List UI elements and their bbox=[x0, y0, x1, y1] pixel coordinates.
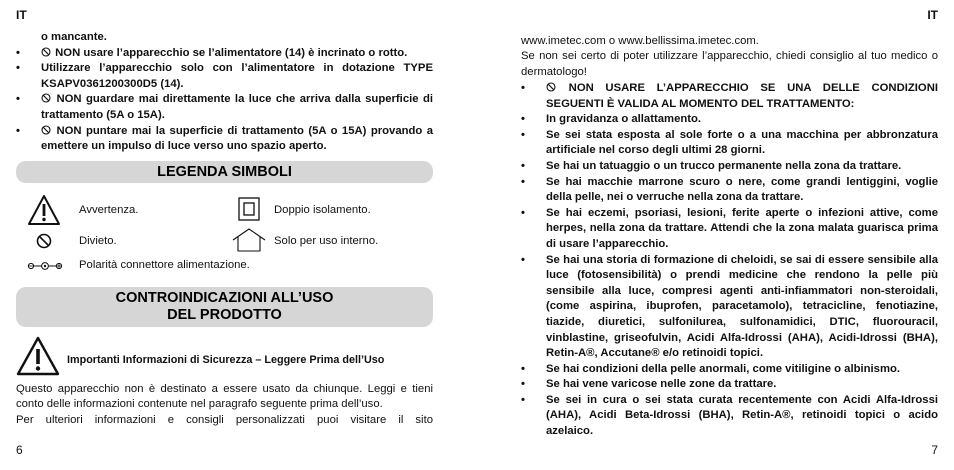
intro-paragraphs bbox=[16, 382, 433, 428]
list-item bbox=[521, 175, 938, 206]
right-page bbox=[477, 0, 954, 470]
prohibition-icon bbox=[41, 47, 51, 57]
list-item-text: Se hai una storia di formazione di cheloidi, se sai di essere sensibile alla luce (fotosensibilità) o prendi medicine che rendono la pelle più sensibile alla luce, compresi agenti anti-infiammatori non-steroidali, (come aspirina, ibuprofen, paracetamolo), tetracicline, fenotiazine, tiazide, diuretici, sulfonilurea, sulfonamidici, DTIC, fluorouracil, vinblastine, griseofulvin, Acidi Alfa-Idrossi (AHA), Acidi-Idrossi (BHA), Retin-A®, Accutane® e/o retinoidi topici. bbox=[546, 253, 938, 360]
list-item-text: Utilizzare l’apparecchio solo con l’alimentatore in dotazione TYPE KSAPV0361200300D5 (14). bbox=[41, 62, 433, 90]
bullet-mark: • bbox=[16, 62, 20, 75]
list-item bbox=[521, 159, 938, 175]
bullet-mark: • bbox=[521, 159, 525, 172]
contraindication-list bbox=[521, 81, 938, 440]
bullet-mark: • bbox=[521, 393, 525, 406]
warning-label: Avvertenza. bbox=[79, 204, 139, 216]
bullet-mark: • bbox=[521, 362, 525, 375]
house-icon bbox=[231, 227, 267, 253]
bullet-mark: • bbox=[521, 206, 525, 219]
list-item bbox=[521, 253, 938, 362]
intro-paragraph-1: Questo apparecchio non è destinato a essere usato da chiunque. Leggi e tieni conto delle informazioni contenute nel paragrafo seguente prima dell’uso. bbox=[16, 383, 433, 411]
list-item bbox=[16, 124, 433, 155]
contraindications-title-line2: DEL PRODOTTO bbox=[167, 307, 282, 323]
prohibition-icon bbox=[36, 233, 52, 249]
list-item-text: Se sei stata esposta al sole forte o a una macchina per abbronzatura artificiale nel corso degli ultimi 28 giorni. bbox=[546, 128, 938, 157]
polarity-icon bbox=[25, 259, 65, 271]
bullet-mark: • bbox=[521, 82, 525, 94]
intro-paragraph-2: Per ulteriori informazioni e consigli personalizzati puoi visitare il sito bbox=[16, 413, 433, 426]
list-item-text: Se hai macchie marrone scuro o nere, come grandi lentiggini, voglie della pelle, nei o verruche nella zona da trattare. bbox=[546, 175, 938, 204]
warning-icon bbox=[27, 194, 61, 226]
legend-title: LEGENDA SIMBOLI bbox=[157, 164, 292, 180]
bullet-mark: • bbox=[16, 93, 20, 106]
bullet-mark: • bbox=[16, 124, 20, 137]
language-tag: IT bbox=[927, 8, 938, 22]
page-number: 6 bbox=[16, 443, 23, 457]
list-item bbox=[16, 46, 433, 62]
url-line: www.imetec.com o www.bellissima.imetec.com. bbox=[521, 35, 759, 47]
list-item-text: NON USARE L’APPARECCHIO SE UNA DELLE CONDIZIONI SEGUENTI È VALIDA AL MOMENTO DEL TRATTAMENTO: bbox=[546, 82, 939, 110]
contraindications-header bbox=[16, 287, 433, 327]
list-item-text: o mancante. bbox=[41, 31, 107, 43]
bullet-mark: • bbox=[16, 46, 20, 59]
list-item bbox=[16, 30, 433, 46]
list-item bbox=[16, 92, 433, 123]
bullet-mark: • bbox=[521, 253, 525, 266]
right-intro bbox=[521, 34, 938, 80]
list-item bbox=[521, 128, 938, 159]
list-item-text: In gravidanza o allattamento. bbox=[546, 113, 702, 126]
prohibition-icon bbox=[546, 82, 556, 92]
warning-list bbox=[16, 30, 433, 155]
list-item-text: Se hai condizioni della pelle anormali, come vitiligine o albinismo. bbox=[546, 362, 901, 375]
bullet-mark: • bbox=[521, 378, 525, 391]
prohibition-icon bbox=[41, 93, 51, 103]
bullet-mark: • bbox=[521, 128, 525, 141]
prohibition-icon bbox=[41, 125, 51, 135]
list-item bbox=[16, 61, 433, 92]
list-item-text: Se hai un tatuaggio o un trucco permanente nella zona da trattare. bbox=[546, 159, 902, 172]
prohibition-label: Divieto. bbox=[79, 235, 117, 247]
list-item-text: Se hai vene varicose nelle zone da trattare. bbox=[546, 378, 777, 391]
double-insulation-label: Doppio isolamento. bbox=[274, 204, 371, 216]
safety-heading: Importanti Informazioni di Sicurezza – Leggere Prima dell’Uso bbox=[67, 354, 385, 366]
advice-paragraph: Se non sei certo di poter utilizzare l’apparecchio, chiedi consiglio al tuo medico o dermatologo! bbox=[521, 50, 938, 78]
page-number: 7 bbox=[931, 443, 938, 457]
safety-warning-icon bbox=[16, 336, 60, 376]
list-item bbox=[521, 377, 938, 393]
contraindications-title-line1: CONTROINDICAZIONI ALL’USO bbox=[115, 290, 334, 306]
list-item-text: NON usare l’apparecchio se l’alimentatore (14) è incrinato o rotto. bbox=[55, 46, 408, 59]
polarity-label: Polarità connettore alimentazione. bbox=[79, 259, 250, 271]
list-item-text: Se sei in cura o sei stata curata recentemente con Acidi Alfa-Idrossi (AHA), Acidi Beta-Idrossi (BHA), Retin-A®, retinoidi topici o acido azelaico. bbox=[546, 393, 938, 438]
legend-header bbox=[16, 161, 433, 183]
list-item bbox=[521, 393, 938, 440]
list-item bbox=[521, 362, 938, 378]
list-item bbox=[521, 81, 938, 112]
list-item bbox=[521, 206, 938, 253]
list-item bbox=[521, 112, 938, 128]
list-item-text: Se hai eczemi, psoriasi, lesioni, ferite aperte o infezioni attive, come herpes, nella zona da trattare. Attendi che la zona malata guarisca prima di usare l’apparecchio. bbox=[546, 206, 938, 250]
bullet-mark: • bbox=[521, 113, 525, 126]
indoor-use-label: Solo per uso interno. bbox=[274, 235, 379, 247]
language-tag: IT bbox=[16, 8, 27, 22]
list-item-text: NON puntare mai la superficie di trattamento (5A o 15A) provando a emettere un impulso di luce verso uno spazio aperto. bbox=[41, 124, 434, 153]
bullet-mark: • bbox=[521, 175, 525, 188]
double-insulation-icon bbox=[238, 197, 260, 221]
list-item-text: NON guardare mai direttamente la luce che arriva dalla superficie di trattamento (5A o 15A). bbox=[41, 93, 433, 121]
